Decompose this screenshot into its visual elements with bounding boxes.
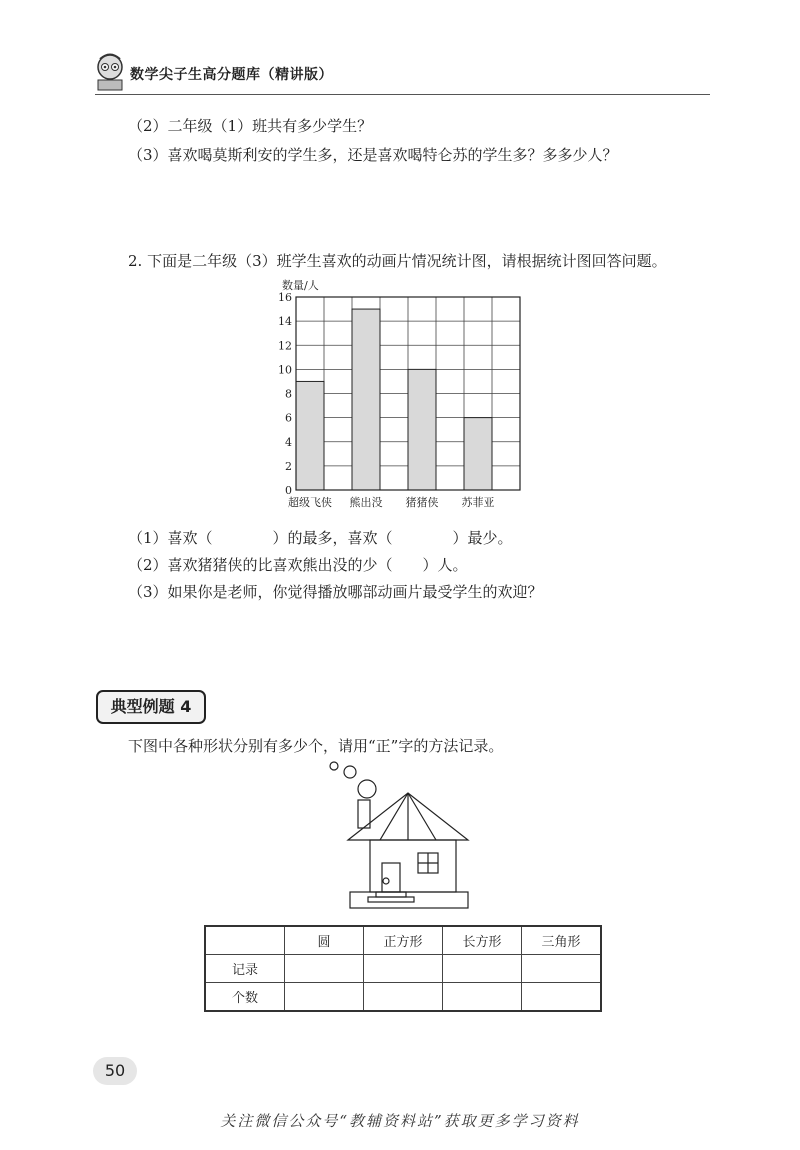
header-cell-blank <box>205 926 285 955</box>
x-tick-label: 熊出没 <box>349 496 383 509</box>
y-tick-label: 12 <box>278 339 292 353</box>
x-tick-label: 超级飞侠 <box>288 496 332 509</box>
bar <box>464 418 492 490</box>
house-drawing <box>320 755 480 915</box>
y-tick-label: 14 <box>278 315 292 329</box>
answer-cell[interactable] <box>522 983 602 1012</box>
bar <box>352 309 380 490</box>
mascot-logo <box>92 52 128 92</box>
x-tick-label: 苏菲亚 <box>461 496 495 509</box>
door <box>382 863 400 892</box>
answer-cell[interactable] <box>285 955 364 983</box>
y-tick-label: 2 <box>285 459 292 473</box>
y-tick-label: 4 <box>285 435 292 449</box>
record-table <box>204 925 602 1012</box>
answer-cell[interactable] <box>285 983 364 1012</box>
step-bottom <box>368 897 414 902</box>
problem2-intro: 2. 下面是二年级（3）班学生喜欢的动画片情况统计图，请根据统计图回答问题。 <box>128 252 667 270</box>
question-3: （3）喜欢喝莫斯利安的学生多，还是喜欢喝特仑苏的学生多？多多少人？ <box>128 146 618 164</box>
question-2: （2）二年级（1）班共有多少学生？ <box>128 117 373 135</box>
y-tick-label: 10 <box>278 363 292 377</box>
y-tick-label: 8 <box>285 387 292 401</box>
header-cell-circle: 圆 <box>285 926 364 955</box>
page-number: 50 <box>93 1057 137 1085</box>
table-row <box>205 983 601 1012</box>
bar <box>408 369 436 490</box>
footer-note: 关注微信公众号“教辅资料站”获取更多学习资料 <box>220 1112 580 1130</box>
problem2-question-1: （1）喜欢（ ）的最多，喜欢（ ）最少。 <box>128 529 513 547</box>
smoke-circle-small <box>330 762 338 770</box>
answer-cell[interactable] <box>443 983 522 1012</box>
table-row <box>205 955 601 983</box>
problem2-question-3: （3）如果你是老师，你觉得播放哪部动画片最受学生的欢迎？ <box>128 583 543 601</box>
example-tag: 典型例题 4 <box>96 690 206 724</box>
smoke-circle-medium <box>344 766 356 778</box>
y-tick-label: 6 <box>285 411 292 425</box>
smoke-circle-large <box>358 780 376 798</box>
answer-cell[interactable] <box>443 955 522 983</box>
bar-chart <box>250 270 550 520</box>
example-instruction: 下图中各种形状分别有多少个，请用“正”字的方法记录。 <box>128 737 504 755</box>
problem2-question-2: （2）喜欢猪猪侠的比喜欢熊出没的少（ ）人。 <box>128 556 468 574</box>
table-header-row <box>205 926 601 955</box>
answer-cell[interactable] <box>364 983 443 1012</box>
bar <box>296 381 324 490</box>
header-title: 数学尖子生高分题库（精讲版） <box>130 67 333 83</box>
y-axis-label: 数量/人 <box>282 279 319 292</box>
header-divider <box>95 94 710 95</box>
header-cell-rectangle: 长方形 <box>443 926 522 955</box>
x-tick-label: 猪猪侠 <box>405 496 439 509</box>
step-top <box>376 892 406 897</box>
y-tick-label: 16 <box>278 291 292 304</box>
row-label-count: 个数 <box>205 983 285 1012</box>
door-knob <box>383 878 389 884</box>
y-tick-label: 0 <box>285 484 292 497</box>
row-label-record: 记录 <box>205 955 285 983</box>
answer-cell[interactable] <box>522 955 602 983</box>
header-cell-square: 正方形 <box>364 926 443 955</box>
house-wall <box>370 840 456 892</box>
answer-cell[interactable] <box>364 955 443 983</box>
header-cell-triangle: 三角形 <box>522 926 602 955</box>
